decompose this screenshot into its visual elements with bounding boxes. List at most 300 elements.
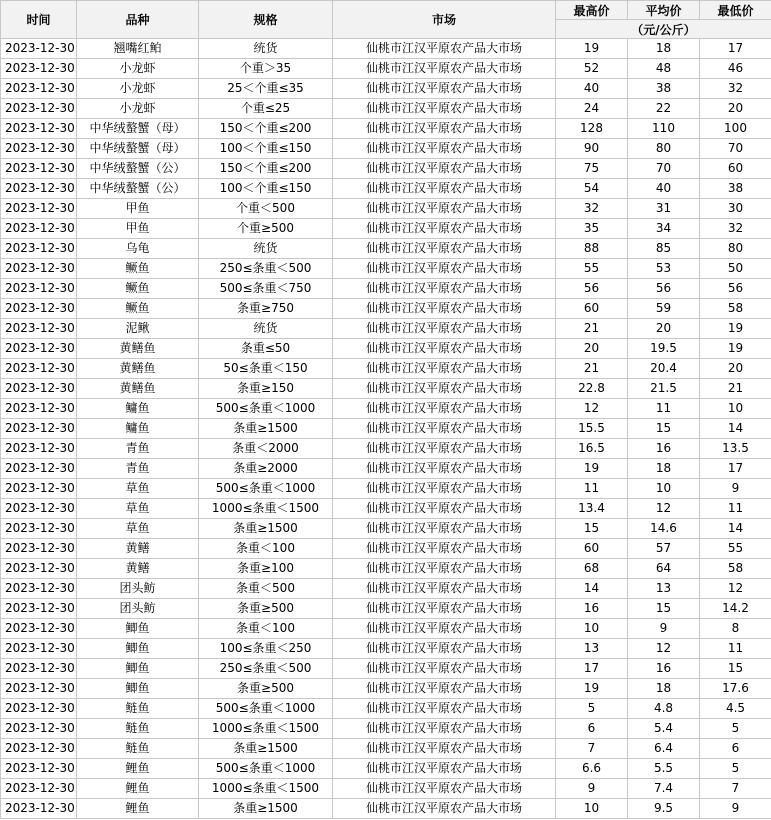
cell-low: 50 (700, 259, 771, 279)
cell-kind: 鲫鱼 (77, 619, 199, 639)
cell-market: 仙桃市江汉平原农产品大市场 (333, 379, 556, 399)
header-avg: 平均价 (628, 1, 700, 20)
cell-market: 仙桃市江汉平原农产品大市场 (333, 159, 556, 179)
cell-low: 19 (700, 339, 771, 359)
cell-spec: 条重≥150 (199, 379, 333, 399)
cell-low: 30 (700, 199, 771, 219)
cell-avg: 21.5 (628, 379, 700, 399)
cell-low: 4.5 (700, 699, 771, 719)
cell-avg: 48 (628, 59, 700, 79)
cell-high: 60 (556, 299, 628, 319)
table-row (1, 759, 771, 779)
cell-market: 仙桃市江汉平原农产品大市场 (333, 339, 556, 359)
cell-market: 仙桃市江汉平原农产品大市场 (333, 239, 556, 259)
cell-date: 2023-12-30 (1, 139, 77, 159)
cell-kind: 鳜鱼 (77, 279, 199, 299)
cell-date: 2023-12-30 (1, 99, 77, 119)
cell-avg: 70 (628, 159, 700, 179)
cell-spec: 条重≥1500 (199, 419, 333, 439)
cell-spec: 个重≤25 (199, 99, 333, 119)
table-row (1, 159, 771, 179)
cell-kind: 小龙虾 (77, 59, 199, 79)
cell-spec: 条重≥100 (199, 559, 333, 579)
cell-kind: 草鱼 (77, 519, 199, 539)
table-row (1, 179, 771, 199)
cell-spec: 50≤条重＜150 (199, 359, 333, 379)
cell-spec: 500≤条重＜1000 (199, 399, 333, 419)
cell-market: 仙桃市江汉平原农产品大市场 (333, 219, 556, 239)
cell-avg: 18 (628, 459, 700, 479)
cell-kind: 鲢鱼 (77, 699, 199, 719)
cell-avg: 15 (628, 419, 700, 439)
cell-kind: 小龙虾 (77, 79, 199, 99)
cell-low: 11 (700, 499, 771, 519)
cell-date: 2023-12-30 (1, 319, 77, 339)
cell-date: 2023-12-30 (1, 599, 77, 619)
cell-spec: 1000≤条重＜1500 (199, 719, 333, 739)
cell-market: 仙桃市江汉平原农产品大市场 (333, 779, 556, 799)
cell-avg: 57 (628, 539, 700, 559)
cell-kind: 鲫鱼 (77, 679, 199, 699)
cell-kind: 鲫鱼 (77, 659, 199, 679)
cell-date: 2023-12-30 (1, 519, 77, 539)
cell-avg: 5.4 (628, 719, 700, 739)
cell-market: 仙桃市江汉平原农产品大市场 (333, 119, 556, 139)
cell-low: 58 (700, 299, 771, 319)
cell-spec: 25＜个重≤35 (199, 79, 333, 99)
cell-high: 10 (556, 619, 628, 639)
cell-kind: 黄鳝鱼 (77, 359, 199, 379)
cell-spec: 条重＜100 (199, 539, 333, 559)
cell-date: 2023-12-30 (1, 439, 77, 459)
cell-kind: 甲鱼 (77, 199, 199, 219)
cell-spec: 条重＜2000 (199, 439, 333, 459)
cell-market: 仙桃市江汉平原农产品大市场 (333, 39, 556, 59)
cell-date: 2023-12-30 (1, 579, 77, 599)
cell-spec: 500≤条重＜1000 (199, 479, 333, 499)
table-row (1, 319, 771, 339)
header-date: 时间 (1, 1, 77, 39)
cell-date: 2023-12-30 (1, 539, 77, 559)
cell-date: 2023-12-30 (1, 59, 77, 79)
cell-avg: 38 (628, 79, 700, 99)
cell-high: 15 (556, 519, 628, 539)
cell-market: 仙桃市江汉平原农产品大市场 (333, 539, 556, 559)
cell-high: 11 (556, 479, 628, 499)
cell-spec: 1000≤条重＜1500 (199, 499, 333, 519)
table-row (1, 139, 771, 159)
cell-spec: 统货 (199, 319, 333, 339)
cell-high: 14 (556, 579, 628, 599)
table-header (1, 1, 771, 39)
cell-avg: 31 (628, 199, 700, 219)
table-row (1, 199, 771, 219)
cell-kind: 草鱼 (77, 479, 199, 499)
cell-kind: 鳜鱼 (77, 299, 199, 319)
table-row (1, 799, 771, 819)
cell-market: 仙桃市江汉平原农产品大市场 (333, 399, 556, 419)
cell-low: 11 (700, 639, 771, 659)
cell-low: 7 (700, 779, 771, 799)
cell-high: 15.5 (556, 419, 628, 439)
cell-avg: 34 (628, 219, 700, 239)
cell-kind: 乌龟 (77, 239, 199, 259)
cell-avg: 5.5 (628, 759, 700, 779)
table-row (1, 539, 771, 559)
cell-high: 68 (556, 559, 628, 579)
cell-date: 2023-12-30 (1, 779, 77, 799)
cell-high: 13.4 (556, 499, 628, 519)
cell-kind: 鲢鱼 (77, 739, 199, 759)
cell-market: 仙桃市江汉平原农产品大市场 (333, 659, 556, 679)
header-kind: 品种 (77, 1, 199, 39)
cell-avg: 14.6 (628, 519, 700, 539)
cell-market: 仙桃市江汉平原农产品大市场 (333, 599, 556, 619)
cell-avg: 4.8 (628, 699, 700, 719)
cell-low: 13.5 (700, 439, 771, 459)
cell-low: 14 (700, 519, 771, 539)
cell-avg: 20.4 (628, 359, 700, 379)
cell-low: 55 (700, 539, 771, 559)
cell-high: 16 (556, 599, 628, 619)
cell-low: 6 (700, 739, 771, 759)
cell-spec: 条重＜500 (199, 579, 333, 599)
cell-high: 5 (556, 699, 628, 719)
cell-date: 2023-12-30 (1, 479, 77, 499)
cell-high: 21 (556, 359, 628, 379)
cell-market: 仙桃市江汉平原农产品大市场 (333, 559, 556, 579)
cell-kind: 中华绒螯蟹（母） (77, 139, 199, 159)
cell-kind: 甲鱼 (77, 219, 199, 239)
cell-spec: 150＜个重≤200 (199, 159, 333, 179)
cell-market: 仙桃市江汉平原农产品大市场 (333, 279, 556, 299)
table-row (1, 259, 771, 279)
cell-low: 14.2 (700, 599, 771, 619)
cell-avg: 18 (628, 39, 700, 59)
table-row (1, 479, 771, 499)
cell-date: 2023-12-30 (1, 719, 77, 739)
cell-spec: 个重≥500 (199, 219, 333, 239)
cell-low: 80 (700, 239, 771, 259)
table-row (1, 299, 771, 319)
cell-spec: 500≤条重＜750 (199, 279, 333, 299)
cell-high: 128 (556, 119, 628, 139)
cell-market: 仙桃市江汉平原农产品大市场 (333, 699, 556, 719)
cell-high: 13 (556, 639, 628, 659)
cell-avg: 9.5 (628, 799, 700, 819)
table-row (1, 79, 771, 99)
table-row (1, 699, 771, 719)
cell-spec: 250≤条重＜500 (199, 259, 333, 279)
cell-date: 2023-12-30 (1, 339, 77, 359)
cell-spec: 500≤条重＜1000 (199, 759, 333, 779)
cell-kind: 黄鳝鱼 (77, 339, 199, 359)
cell-avg: 56 (628, 279, 700, 299)
cell-avg: 9 (628, 619, 700, 639)
cell-market: 仙桃市江汉平原农产品大市场 (333, 719, 556, 739)
cell-avg: 53 (628, 259, 700, 279)
cell-high: 17 (556, 659, 628, 679)
cell-spec: 条重≥750 (199, 299, 333, 319)
cell-kind: 鳜鱼 (77, 259, 199, 279)
cell-avg: 10 (628, 479, 700, 499)
cell-low: 100 (700, 119, 771, 139)
cell-market: 仙桃市江汉平原农产品大市场 (333, 759, 556, 779)
cell-kind: 中华绒螯蟹（母） (77, 119, 199, 139)
cell-avg: 64 (628, 559, 700, 579)
table-row (1, 579, 771, 599)
cell-market: 仙桃市江汉平原农产品大市场 (333, 639, 556, 659)
cell-market: 仙桃市江汉平原农产品大市场 (333, 579, 556, 599)
cell-avg: 110 (628, 119, 700, 139)
cell-date: 2023-12-30 (1, 679, 77, 699)
cell-spec: 条重≥500 (199, 679, 333, 699)
cell-spec: 统货 (199, 39, 333, 59)
cell-low: 10 (700, 399, 771, 419)
cell-market: 仙桃市江汉平原农产品大市场 (333, 459, 556, 479)
header-high: 最高价 (556, 1, 628, 20)
cell-avg: 85 (628, 239, 700, 259)
cell-avg: 18 (628, 679, 700, 699)
cell-spec: 条重≤50 (199, 339, 333, 359)
cell-spec: 个重＜500 (199, 199, 333, 219)
table-row (1, 399, 771, 419)
cell-high: 56 (556, 279, 628, 299)
cell-market: 仙桃市江汉平原农产品大市场 (333, 499, 556, 519)
cell-kind: 鲤鱼 (77, 799, 199, 819)
cell-market: 仙桃市江汉平原农产品大市场 (333, 319, 556, 339)
cell-date: 2023-12-30 (1, 219, 77, 239)
cell-low: 38 (700, 179, 771, 199)
cell-market: 仙桃市江汉平原农产品大市场 (333, 739, 556, 759)
cell-high: 32 (556, 199, 628, 219)
table-row (1, 659, 771, 679)
cell-low: 20 (700, 359, 771, 379)
cell-low: 20 (700, 99, 771, 119)
cell-avg: 22 (628, 99, 700, 119)
cell-date: 2023-12-30 (1, 39, 77, 59)
table-row (1, 739, 771, 759)
cell-high: 9 (556, 779, 628, 799)
cell-market: 仙桃市江汉平原农产品大市场 (333, 439, 556, 459)
table-row (1, 279, 771, 299)
cell-kind: 青鱼 (77, 439, 199, 459)
cell-low: 17 (700, 459, 771, 479)
cell-kind: 鲤鱼 (77, 779, 199, 799)
cell-date: 2023-12-30 (1, 399, 77, 419)
cell-spec: 条重＜100 (199, 619, 333, 639)
cell-avg: 12 (628, 639, 700, 659)
cell-kind: 泥鳅 (77, 319, 199, 339)
cell-low: 56 (700, 279, 771, 299)
cell-kind: 黄鳝 (77, 559, 199, 579)
cell-spec: 条重≥1500 (199, 799, 333, 819)
cell-low: 60 (700, 159, 771, 179)
cell-date: 2023-12-30 (1, 179, 77, 199)
cell-date: 2023-12-30 (1, 559, 77, 579)
cell-avg: 16 (628, 439, 700, 459)
cell-low: 14 (700, 419, 771, 439)
table-row (1, 59, 771, 79)
table-row (1, 239, 771, 259)
table-row (1, 39, 771, 59)
cell-avg: 40 (628, 179, 700, 199)
cell-kind: 鲤鱼 (77, 759, 199, 779)
cell-spec: 500≤条重＜1000 (199, 699, 333, 719)
table-row (1, 379, 771, 399)
table-row (1, 619, 771, 639)
cell-high: 88 (556, 239, 628, 259)
cell-market: 仙桃市江汉平原农产品大市场 (333, 59, 556, 79)
header-low: 最低价 (700, 1, 771, 20)
cell-kind: 鲢鱼 (77, 719, 199, 739)
cell-date: 2023-12-30 (1, 799, 77, 819)
cell-spec: 条重≥500 (199, 599, 333, 619)
cell-spec: 1000≤条重＜1500 (199, 779, 333, 799)
cell-date: 2023-12-30 (1, 699, 77, 719)
cell-low: 32 (700, 79, 771, 99)
cell-high: 10 (556, 799, 628, 819)
cell-kind: 中华绒螯蟹（公） (77, 159, 199, 179)
cell-low: 17.6 (700, 679, 771, 699)
cell-kind: 鳙鱼 (77, 419, 199, 439)
cell-spec: 条重≥1500 (199, 519, 333, 539)
cell-date: 2023-12-30 (1, 619, 77, 639)
cell-high: 6 (556, 719, 628, 739)
cell-low: 9 (700, 799, 771, 819)
cell-spec: 100≤条重＜250 (199, 639, 333, 659)
cell-date: 2023-12-30 (1, 459, 77, 479)
cell-high: 24 (556, 99, 628, 119)
table-row (1, 439, 771, 459)
cell-date: 2023-12-30 (1, 659, 77, 679)
cell-high: 55 (556, 259, 628, 279)
cell-low: 58 (700, 559, 771, 579)
table-row (1, 719, 771, 739)
cell-date: 2023-12-30 (1, 159, 77, 179)
cell-date: 2023-12-30 (1, 379, 77, 399)
cell-market: 仙桃市江汉平原农产品大市场 (333, 619, 556, 639)
cell-low: 19 (700, 319, 771, 339)
cell-high: 22.8 (556, 379, 628, 399)
cell-avg: 6.4 (628, 739, 700, 759)
table-row (1, 119, 771, 139)
cell-market: 仙桃市江汉平原农产品大市场 (333, 799, 556, 819)
table-row (1, 359, 771, 379)
cell-date: 2023-12-30 (1, 239, 77, 259)
cell-market: 仙桃市江汉平原农产品大市场 (333, 419, 556, 439)
cell-high: 40 (556, 79, 628, 99)
header-market: 市场 (333, 1, 556, 39)
cell-date: 2023-12-30 (1, 299, 77, 319)
cell-market: 仙桃市江汉平原农产品大市场 (333, 479, 556, 499)
table-body (1, 39, 771, 819)
cell-spec: 100＜个重≤150 (199, 139, 333, 159)
cell-kind: 团头鲂 (77, 599, 199, 619)
table-row (1, 419, 771, 439)
table-row (1, 679, 771, 699)
cell-avg: 11 (628, 399, 700, 419)
cell-avg: 7.4 (628, 779, 700, 799)
cell-high: 54 (556, 179, 628, 199)
cell-low: 12 (700, 579, 771, 599)
cell-kind: 黄鳝 (77, 539, 199, 559)
table-row (1, 559, 771, 579)
cell-spec: 条重≥2000 (199, 459, 333, 479)
cell-kind: 鲫鱼 (77, 639, 199, 659)
cell-date: 2023-12-30 (1, 419, 77, 439)
cell-low: 17 (700, 39, 771, 59)
cell-high: 90 (556, 139, 628, 159)
cell-market: 仙桃市江汉平原农产品大市场 (333, 139, 556, 159)
cell-kind: 中华绒螯蟹（公） (77, 179, 199, 199)
cell-kind: 草鱼 (77, 499, 199, 519)
cell-date: 2023-12-30 (1, 639, 77, 659)
cell-high: 19 (556, 679, 628, 699)
cell-low: 15 (700, 659, 771, 679)
cell-market: 仙桃市江汉平原农产品大市场 (333, 519, 556, 539)
cell-market: 仙桃市江汉平原农产品大市场 (333, 679, 556, 699)
cell-avg: 20 (628, 319, 700, 339)
cell-date: 2023-12-30 (1, 199, 77, 219)
cell-kind: 青鱼 (77, 459, 199, 479)
cell-kind: 小龙虾 (77, 99, 199, 119)
table-row (1, 639, 771, 659)
cell-low: 70 (700, 139, 771, 159)
table-row (1, 339, 771, 359)
cell-avg: 15 (628, 599, 700, 619)
cell-avg: 19.5 (628, 339, 700, 359)
cell-avg: 16 (628, 659, 700, 679)
cell-market: 仙桃市江汉平原农产品大市场 (333, 99, 556, 119)
cell-low: 5 (700, 759, 771, 779)
table-row (1, 599, 771, 619)
cell-market: 仙桃市江汉平原农产品大市场 (333, 179, 556, 199)
cell-kind: 团头鲂 (77, 579, 199, 599)
table-row (1, 459, 771, 479)
cell-high: 12 (556, 399, 628, 419)
cell-date: 2023-12-30 (1, 759, 77, 779)
cell-high: 16.5 (556, 439, 628, 459)
cell-date: 2023-12-30 (1, 279, 77, 299)
cell-high: 52 (556, 59, 628, 79)
cell-market: 仙桃市江汉平原农产品大市场 (333, 299, 556, 319)
cell-kind: 翘嘴红鲌 (77, 39, 199, 59)
cell-date: 2023-12-30 (1, 359, 77, 379)
cell-spec: 100＜个重≤150 (199, 179, 333, 199)
cell-kind: 鳙鱼 (77, 399, 199, 419)
cell-high: 19 (556, 39, 628, 59)
cell-low: 21 (700, 379, 771, 399)
header-spec: 规格 (199, 1, 333, 39)
table-row (1, 519, 771, 539)
cell-low: 8 (700, 619, 771, 639)
cell-avg: 80 (628, 139, 700, 159)
cell-spec: 条重≥1500 (199, 739, 333, 759)
cell-high: 35 (556, 219, 628, 239)
table-row (1, 779, 771, 799)
cell-date: 2023-12-30 (1, 259, 77, 279)
cell-high: 19 (556, 459, 628, 479)
cell-spec: 250≤条重＜500 (199, 659, 333, 679)
cell-market: 仙桃市江汉平原农产品大市场 (333, 359, 556, 379)
cell-market: 仙桃市江汉平原农产品大市场 (333, 259, 556, 279)
cell-market: 仙桃市江汉平原农产品大市场 (333, 199, 556, 219)
cell-high: 60 (556, 539, 628, 559)
cell-low: 9 (700, 479, 771, 499)
cell-date: 2023-12-30 (1, 739, 77, 759)
cell-avg: 59 (628, 299, 700, 319)
